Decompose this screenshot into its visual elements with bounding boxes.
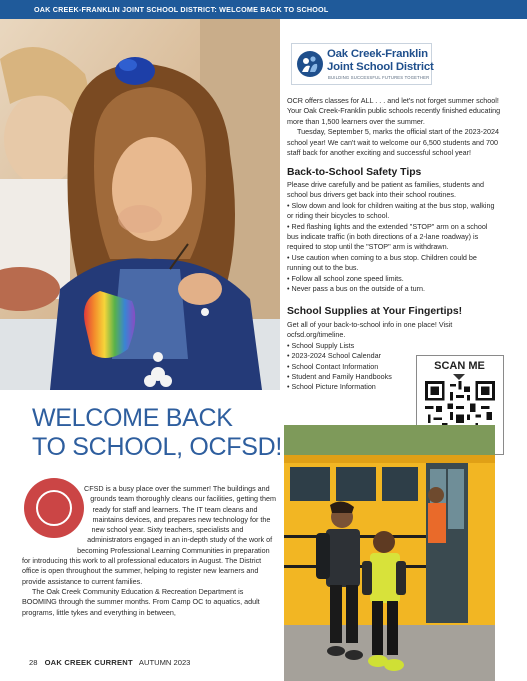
supplies-item: • School Supply Lists [287,340,355,350]
supplies-intro: Get all of your back-to-school info in one place! Visit ocfsd.org/timeline. [287,320,453,340]
logo-line2: Joint School District [327,61,434,73]
page-footer [29,658,190,667]
district-logo [291,43,432,85]
photo-students-school-bus [284,425,495,681]
supplies-item: • School Picture Information [287,382,376,392]
safety-item: • Use caution when coming to a bus stop. Children could be running out to the bus. [287,252,477,273]
drop-cap [20,470,88,550]
logo-line1: Oak Creek-Franklin [327,48,428,60]
intro-paragraph-1: OCR offers classes for ALL . . . and let's not forget summer school! Your Oak Creek-Franklin public schools recently finished educating more than 1,500 learners over the summer. [287,96,501,126]
page-number: 28 [29,658,38,667]
safety-item: • Follow all school zone speed limits. [287,273,404,283]
scan-me-label: SCAN ME [434,360,485,372]
district-logo-icon [296,50,324,78]
magazine-name: OAK CREEK CURRENT [44,658,133,667]
safety-list [287,180,501,294]
top-banner [0,0,527,19]
headline-line2: TO SCHOOL, OCFSD! [32,433,283,461]
supplies-item: • School Contact Information [287,361,379,371]
safety-intro: Please drive carefully and be patient as families, students and school bus drivers get back into their school routines. [287,180,484,200]
article-paragraph-1: CFSD is a busy place over the summer! The buildings and grounds team thoroughly cleans our facilities, getting them ready for staff and learners. The IT team cleans and maintains devices, and prepares new technology for the new school year. Sixty teachers, specialists and administrators engaged in an in-depth study of the work of becoming Professional Learning Communities in preparation for introducing this work to all professional educators in August. The District office is open throughout the summer, helping to register new learners and provide assistance to current families. [22,484,276,586]
intro-text [287,96,501,158]
photo-children-painting [0,19,280,390]
safety-heading: Back-to-School Safety Tips [287,167,422,178]
page-title [32,404,282,462]
logo-tagline: BUILDING SUCCESSFUL FUTURES TOGETHER [328,75,430,80]
supplies-item: • Student and Family Handbooks [287,372,392,382]
safety-item: • Slow down and look for children waiting at the bus stop, walking or riding their bicycles to school. [287,200,495,221]
banner-title: OAK CREEK-FRANKLIN JOINT SCHOOL DISTRICT: WELCOME BACK TO SCHOOL [34,5,329,14]
safety-item: • Red flashing lights and the extended "STOP" arm on a school bus indicate traffic (in both directions of a 2-lane roadway) is required to stop until the "STOP" arm is withdrawn. [287,221,488,252]
arrow-down-icon [453,374,465,380]
safety-item: • Never pass a bus on the outside of a turn. [287,284,425,294]
supplies-heading: School Supplies at Your Fingertips! [287,306,463,317]
article-body [22,484,278,618]
supplies-item: • 2023-2024 School Calendar [287,351,382,361]
drop-cap-ring-icon [36,490,72,526]
issue-season: AUTUMN 2023 [138,658,191,667]
headline-line1: WELCOME BACK [32,404,233,432]
intro-paragraph-2: Tuesday, September 5, marks the official start of the 2023-2024 school year! We can't wait to welcome our 6,500 students and 700 staff back for another exciting and successful school year! [287,127,500,158]
article-paragraph-2: The Oak Creek Community Education & Recreation Department is BOOMING through the summer months. From Camp OC to aquatics, adult programs, little tykes and everything in between, [22,586,260,617]
